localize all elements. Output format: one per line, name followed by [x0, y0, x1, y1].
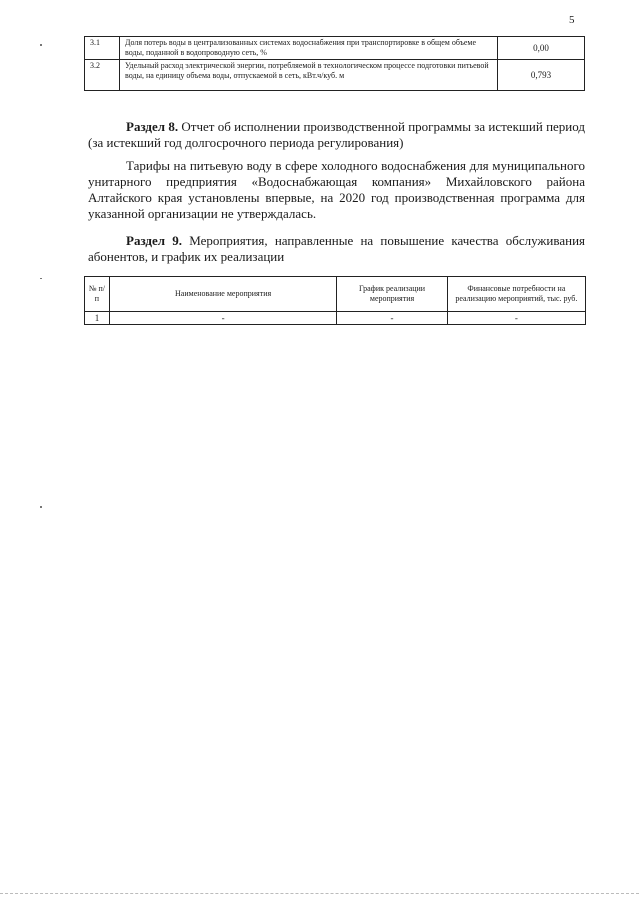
cell-num: 1: [85, 312, 110, 325]
cell-finance: -: [447, 312, 585, 325]
section-9-heading: [88, 233, 585, 265]
section-9-text: Мероприятия, направленные на повышение качества обслуживания абонентов, и график их реализации: [88, 233, 586, 264]
header-schedule: График реализации мероприятия: [337, 277, 447, 312]
header-finance: Финансовые потребности на реализацию мероприятий, тыс. руб.: [447, 277, 585, 312]
indicators-table: [84, 36, 585, 91]
indicator-value: 0,00: [498, 37, 585, 60]
table-header-row: [85, 277, 586, 312]
row-number: 3.2: [85, 60, 120, 91]
indicator-value: 0,793: [498, 60, 585, 91]
indicator-name: Удельный расход электрической энергии, потребляемой в технологическом процессе подготовки питьевой воды, на единицу объема воды, отпускаемой в сеть, кВт.ч/куб. м: [120, 60, 498, 91]
measures-table: [84, 276, 586, 325]
scan-mark: [40, 506, 42, 508]
header-name: Наименование мероприятия: [109, 277, 336, 312]
tariff-paragraph: [88, 158, 585, 222]
table-row: [85, 312, 586, 325]
scan-edge-line: [0, 893, 639, 894]
cell-schedule: -: [337, 312, 447, 325]
tariff-text: Тарифы на питьевую воду в сфере холодного водоснабжения для муниципального унитарного предприятия «Водоснабжающая компания» Михайловского района Алтайского края установлены впервые, на 2020 год производственная программа для указанной организации не утверждалась.: [88, 158, 585, 221]
cell-name: -: [109, 312, 336, 325]
page-number: 5: [569, 14, 575, 26]
indicator-name: Доля потерь воды в централизованных системах водоснабжения при транспортировке в общем объеме воды, поданной в водопроводную сеть, %: [120, 37, 498, 60]
row-number: 3.1: [85, 37, 120, 60]
section-8-text: Отчет об исполнении производственной программы за истекший период (за истекший год долгосрочного периода регулирования): [88, 119, 586, 150]
table-row: [85, 37, 585, 60]
section-8-label: Раздел 8.: [126, 119, 179, 134]
section-8-heading: [88, 119, 585, 151]
scan-mark: [40, 278, 42, 279]
scan-mark: [40, 44, 42, 46]
header-num: № п/п: [85, 277, 110, 312]
table-row: [85, 60, 585, 91]
section-9-label: Раздел 9.: [126, 233, 183, 248]
